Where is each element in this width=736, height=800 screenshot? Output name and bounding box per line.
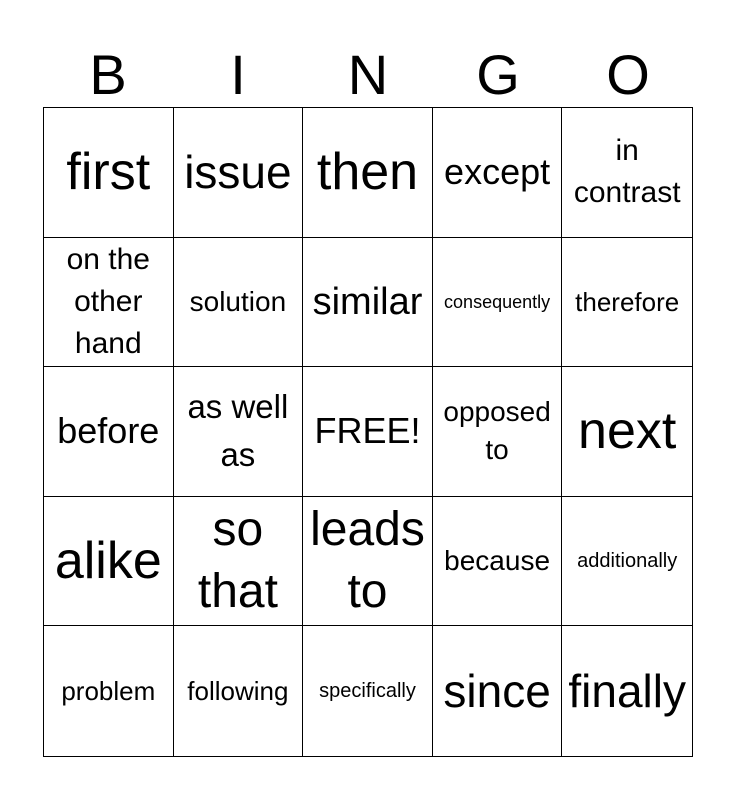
bingo-cell[interactable] bbox=[303, 367, 433, 497]
cell-text: opposed to bbox=[443, 396, 551, 466]
cell-text: on the other hand bbox=[66, 242, 150, 360]
cell-text: specifically bbox=[319, 680, 416, 703]
cell-text: finally bbox=[568, 665, 686, 718]
cell-text: since bbox=[443, 665, 551, 718]
bingo-cell[interactable] bbox=[303, 497, 433, 627]
bingo-cell[interactable] bbox=[174, 367, 304, 497]
cell-text: FREE! bbox=[314, 410, 421, 452]
bingo-cell[interactable] bbox=[433, 238, 563, 368]
bingo-cell[interactable] bbox=[44, 238, 174, 368]
bingo-cell[interactable] bbox=[174, 108, 304, 238]
cell-text: before bbox=[57, 410, 160, 452]
cell-text: following bbox=[187, 676, 289, 707]
bingo-cell[interactable] bbox=[433, 497, 563, 627]
cell-text: except bbox=[444, 151, 551, 193]
cell-text: additionally bbox=[577, 550, 678, 573]
bingo-cell[interactable] bbox=[44, 497, 174, 627]
bingo-cell[interactable] bbox=[174, 238, 304, 368]
header-letter-b: B bbox=[89, 43, 127, 106]
cell-text: so that bbox=[197, 503, 278, 619]
header-letter-o: O bbox=[606, 43, 650, 106]
bingo-card-grid bbox=[43, 107, 693, 757]
header-letter-i: I bbox=[230, 43, 246, 106]
bingo-cell[interactable] bbox=[174, 626, 304, 756]
cell-text: first bbox=[66, 143, 151, 202]
cell-text: leads to bbox=[310, 503, 425, 619]
bingo-cell[interactable] bbox=[562, 238, 692, 368]
bingo-cell[interactable] bbox=[433, 108, 563, 238]
bingo-cell[interactable] bbox=[433, 626, 563, 756]
cell-text: issue bbox=[184, 146, 292, 199]
cell-text: as well as bbox=[187, 388, 289, 474]
cell-text: therefore bbox=[575, 286, 680, 317]
cell-text: problem bbox=[61, 676, 156, 707]
bingo-cell[interactable] bbox=[174, 497, 304, 627]
cell-text: solution bbox=[189, 285, 287, 317]
cell-text: because bbox=[444, 545, 551, 577]
bingo-cell[interactable] bbox=[303, 238, 433, 368]
bingo-cell[interactable] bbox=[433, 367, 563, 497]
bingo-cell[interactable] bbox=[562, 626, 692, 756]
cell-text: consequently bbox=[444, 291, 551, 312]
bingo-cell[interactable] bbox=[562, 497, 692, 627]
bingo-cell[interactable] bbox=[303, 108, 433, 238]
cell-text: then bbox=[316, 143, 419, 202]
bingo-header bbox=[43, 43, 693, 106]
bingo-cell[interactable] bbox=[303, 626, 433, 756]
cell-text: in contrast bbox=[573, 134, 681, 210]
header-letter-n: N bbox=[347, 43, 389, 106]
bingo-cell[interactable] bbox=[562, 367, 692, 497]
cell-text: next bbox=[578, 402, 677, 461]
bingo-cell[interactable] bbox=[44, 108, 174, 238]
bingo-cell[interactable] bbox=[562, 108, 692, 238]
cell-text: similar bbox=[312, 280, 423, 323]
bingo-cell[interactable] bbox=[44, 626, 174, 756]
header-letter-g: G bbox=[476, 43, 520, 106]
cell-text: alike bbox=[54, 532, 162, 591]
bingo-cell[interactable] bbox=[44, 367, 174, 497]
